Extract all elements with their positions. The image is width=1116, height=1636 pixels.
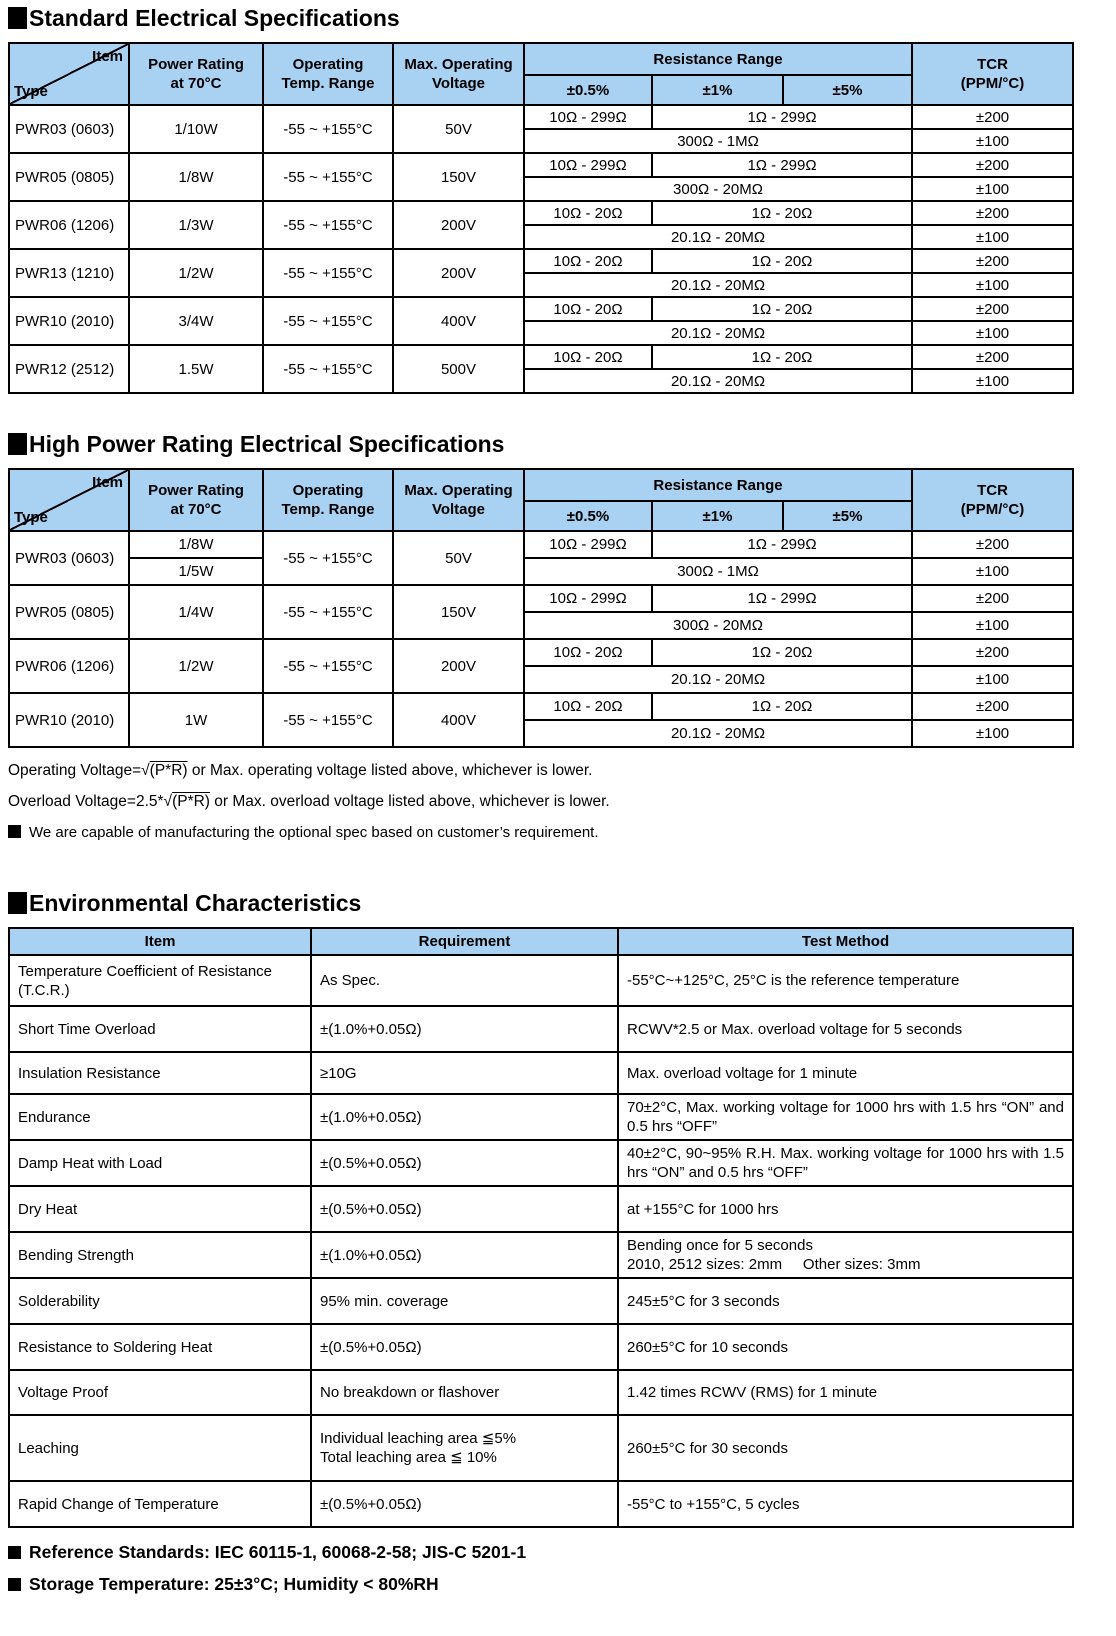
- voltage-cell: 400V: [393, 693, 524, 747]
- table-row: [9, 249, 1073, 273]
- tcr-cell: ±200: [912, 249, 1073, 273]
- table-row: [9, 1094, 1073, 1140]
- tcr-cell: ±100: [912, 666, 1073, 693]
- res-cell: 300Ω - 1MΩ: [524, 558, 912, 585]
- table-header-row: [9, 928, 1073, 955]
- res-cell: 20.1Ω - 20MΩ: [524, 666, 912, 693]
- tcr-cell: ±100: [912, 129, 1073, 153]
- footer-notes: [8, 1542, 1116, 1595]
- res-cell: 20.1Ω - 20MΩ: [524, 273, 912, 297]
- item-type-header-cell: [9, 469, 129, 531]
- footer-text: Reference Standards: IEC 60115-1, 60068-2-58; JIS-C 5201-1: [29, 1542, 527, 1562]
- table-row: [9, 1278, 1073, 1324]
- type-cell: PWR05 (0805): [9, 585, 129, 639]
- env-req-cell: ±(0.5%+0.05Ω): [311, 1324, 618, 1370]
- operating-voltage-note: [8, 762, 1116, 780]
- tcr-cell: ±200: [912, 105, 1073, 129]
- tcr-cell: ±200: [912, 639, 1073, 666]
- power-cell: 1/3W: [129, 201, 263, 249]
- env-req-cell: 95% min. coverage: [311, 1278, 618, 1324]
- env-method-cell: -55°C to +155°C, 5 cycles: [618, 1481, 1073, 1527]
- type-cell: PWR06 (1206): [9, 201, 129, 249]
- section-title-standard: [8, 4, 1116, 32]
- env-test-method-header: Test Method: [618, 928, 1073, 955]
- section-title-text: Standard Electrical Specifications: [29, 5, 400, 31]
- max-voltage-header: Max. Operating Voltage: [393, 469, 524, 531]
- tol-5-header: ±5%: [783, 75, 912, 105]
- tcr-cell: ±200: [912, 345, 1073, 369]
- table-row: [9, 297, 1073, 321]
- power-cell: 1.5W: [129, 345, 263, 393]
- table-row: [9, 345, 1073, 369]
- section-title-text: High Power Rating Electrical Specifications: [29, 431, 505, 457]
- res-cell: 300Ω - 20MΩ: [524, 612, 912, 639]
- res-cell: 1Ω - 299Ω: [652, 531, 912, 558]
- voltage-cell: 200V: [393, 249, 524, 297]
- power-cell: 1/8W: [129, 531, 263, 558]
- standard-spec-table: [8, 42, 1074, 394]
- env-method-cell: Max. overload voltage for 1 minute: [618, 1052, 1073, 1094]
- tcr-header: TCR (PPM/°C): [912, 469, 1073, 531]
- temp-cell: -55 ~ +155°C: [263, 297, 393, 345]
- power-cell: 1/4W: [129, 585, 263, 639]
- res-cell: 10Ω - 20Ω: [524, 297, 652, 321]
- env-req-cell: No breakdown or flashover: [311, 1370, 618, 1415]
- table-row: [9, 1370, 1073, 1415]
- voltage-cell: 200V: [393, 201, 524, 249]
- tcr-cell: ±100: [912, 321, 1073, 345]
- power-rating-header: Power Rating at 70°C: [129, 469, 263, 531]
- env-req-cell: ±(1.0%+0.05Ω): [311, 1232, 618, 1278]
- env-req-cell: As Spec.: [311, 955, 618, 1006]
- power-cell: 1/10W: [129, 105, 263, 153]
- res-cell: 10Ω - 299Ω: [524, 105, 652, 129]
- voltage-notes: [8, 762, 1116, 841]
- note-radicand: (P*R): [172, 793, 210, 810]
- env-method-cell: 70±2°C, Max. working voltage for 1000 hrs with 1.5 hrs “ON” and 0.5 hrs “OFF”: [618, 1094, 1073, 1140]
- tcr-cell: ±200: [912, 531, 1073, 558]
- voltage-cell: 50V: [393, 105, 524, 153]
- item-header-label: Item: [92, 474, 123, 491]
- type-cell: PWR13 (1210): [9, 249, 129, 297]
- env-method-cell: -55°C~+125°C, 25°C is the reference temperature: [618, 955, 1073, 1006]
- res-cell: 1Ω - 20Ω: [652, 297, 912, 321]
- res-cell: 1Ω - 20Ω: [652, 249, 912, 273]
- power-cell: 1/2W: [129, 249, 263, 297]
- storage-temperature-line: [8, 1574, 1116, 1595]
- tcr-cell: ±200: [912, 153, 1073, 177]
- temp-cell: -55 ~ +155°C: [263, 345, 393, 393]
- env-method-cell: 40±2°C, 90~95% R.H. Max. working voltage for 1000 hrs with 1.5 hrs “ON” and 0.5 hrs “OFF”: [618, 1140, 1073, 1186]
- section-title-text: Environmental Characteristics: [29, 890, 362, 916]
- env-requirement-header: Requirement: [311, 928, 618, 955]
- type-header-label: Type: [14, 509, 48, 526]
- env-req-cell: Individual leaching area ≦5% Total leaching area ≦ 10%: [311, 1415, 618, 1481]
- res-cell: 20.1Ω - 20MΩ: [524, 369, 912, 393]
- table-row: [9, 693, 1073, 720]
- overload-voltage-note: [8, 793, 1116, 811]
- env-method-cell: 260±5°C for 10 seconds: [618, 1324, 1073, 1370]
- power-cell: 1/8W: [129, 153, 263, 201]
- tcr-cell: ±100: [912, 558, 1073, 585]
- temp-range-header: Operating Temp. Range: [263, 469, 393, 531]
- type-cell: PWR03 (0603): [9, 105, 129, 153]
- tol-5-header: ±5%: [783, 501, 912, 531]
- voltage-cell: 50V: [393, 531, 524, 585]
- res-cell: 1Ω - 20Ω: [652, 201, 912, 225]
- env-item-cell: Endurance: [9, 1094, 311, 1140]
- table-header-row: [9, 469, 1073, 501]
- env-item-cell: Bending Strength: [9, 1232, 311, 1278]
- section-title-high-power: [8, 430, 1116, 458]
- power-cell: 3/4W: [129, 297, 263, 345]
- voltage-cell: 150V: [393, 153, 524, 201]
- temp-cell: -55 ~ +155°C: [263, 153, 393, 201]
- env-method-cell: at +155°C for 1000 hrs: [618, 1186, 1073, 1232]
- note-text: Overload Voltage=2.5*: [8, 793, 164, 810]
- tol-05-header: ±0.5%: [524, 501, 652, 531]
- type-cell: PWR03 (0603): [9, 531, 129, 585]
- tcr-cell: ±200: [912, 693, 1073, 720]
- tcr-cell: ±100: [912, 225, 1073, 249]
- voltage-cell: 400V: [393, 297, 524, 345]
- res-cell: 20.1Ω - 20MΩ: [524, 321, 912, 345]
- res-cell: 10Ω - 20Ω: [524, 345, 652, 369]
- res-cell: 10Ω - 20Ω: [524, 639, 652, 666]
- item-header-label: Item: [92, 48, 123, 65]
- voltage-cell: 200V: [393, 639, 524, 693]
- power-cell: 1W: [129, 693, 263, 747]
- note-text: Operating Voltage=: [8, 762, 142, 779]
- res-cell: 1Ω - 299Ω: [652, 153, 912, 177]
- type-cell: PWR06 (1206): [9, 639, 129, 693]
- temp-cell: -55 ~ +155°C: [263, 693, 393, 747]
- tol-1-header: ±1%: [652, 501, 783, 531]
- reference-standards-line: [8, 1542, 1116, 1563]
- env-req-cell: ±(1.0%+0.05Ω): [311, 1094, 618, 1140]
- max-voltage-header: Max. Operating Voltage: [393, 43, 524, 105]
- table-row: [9, 1140, 1073, 1186]
- note-text: We are capable of manufacturing the optional spec based on customer’s requirement.: [29, 824, 599, 841]
- sqrt-symbol: √: [141, 762, 150, 779]
- table-row: [9, 585, 1073, 612]
- table-header-row: [9, 43, 1073, 75]
- bullet-icon: [8, 1578, 21, 1591]
- env-req-cell: ±(0.5%+0.05Ω): [311, 1186, 618, 1232]
- type-cell: PWR10 (2010): [9, 297, 129, 345]
- table-row: [9, 1232, 1073, 1278]
- type-cell: PWR10 (2010): [9, 693, 129, 747]
- env-item-header: Item: [9, 928, 311, 955]
- resistance-range-header: Resistance Range: [524, 469, 912, 501]
- section-bullet-icon: [8, 892, 27, 914]
- env-item-cell: Rapid Change of Temperature: [9, 1481, 311, 1527]
- temp-cell: -55 ~ +155°C: [263, 201, 393, 249]
- table-row: [9, 955, 1073, 1006]
- power-cell: 1/5W: [129, 558, 263, 585]
- res-cell: 10Ω - 20Ω: [524, 249, 652, 273]
- env-req-cell: ≥10G: [311, 1052, 618, 1094]
- section-title-environmental: [8, 889, 1116, 917]
- table-row: [9, 531, 1073, 558]
- table-row: [9, 1415, 1073, 1481]
- note-radicand: (P*R): [149, 762, 188, 779]
- section-bullet-icon: [8, 433, 27, 455]
- res-cell: 300Ω - 1MΩ: [524, 129, 912, 153]
- res-cell: 10Ω - 299Ω: [524, 585, 652, 612]
- voltage-cell: 500V: [393, 345, 524, 393]
- temp-cell: -55 ~ +155°C: [263, 585, 393, 639]
- bullet-icon: [8, 1546, 21, 1559]
- res-cell: 1Ω - 299Ω: [652, 585, 912, 612]
- res-cell: 10Ω - 299Ω: [524, 153, 652, 177]
- tcr-header: TCR (PPM/°C): [912, 43, 1073, 105]
- env-item-cell: Leaching: [9, 1415, 311, 1481]
- temp-cell: -55 ~ +155°C: [263, 639, 393, 693]
- env-item-cell: Resistance to Soldering Heat: [9, 1324, 311, 1370]
- res-cell: 20.1Ω - 20MΩ: [524, 720, 912, 747]
- res-cell: 1Ω - 20Ω: [652, 639, 912, 666]
- type-header-label: Type: [14, 83, 48, 100]
- tcr-cell: ±100: [912, 612, 1073, 639]
- tcr-cell: ±100: [912, 720, 1073, 747]
- tcr-cell: ±200: [912, 297, 1073, 321]
- res-cell: 1Ω - 20Ω: [652, 345, 912, 369]
- tcr-cell: ±200: [912, 585, 1073, 612]
- env-item-cell: Short Time Overload: [9, 1006, 311, 1052]
- res-cell: 1Ω - 299Ω: [652, 105, 912, 129]
- res-cell: 20.1Ω - 20MΩ: [524, 225, 912, 249]
- res-cell: 10Ω - 299Ω: [524, 531, 652, 558]
- optional-spec-note: [8, 824, 1116, 841]
- environmental-table: [8, 927, 1074, 1528]
- section-bullet-icon: [8, 7, 27, 29]
- table-row: [9, 105, 1073, 129]
- bullet-icon: [8, 825, 21, 838]
- temp-cell: -55 ~ +155°C: [263, 531, 393, 585]
- table-row: [9, 201, 1073, 225]
- env-req-cell: ±(1.0%+0.05Ω): [311, 1006, 618, 1052]
- res-cell: 300Ω - 20MΩ: [524, 177, 912, 201]
- table-row: [9, 558, 1073, 585]
- note-text: or Max. operating voltage listed above, whichever is lower.: [187, 762, 593, 779]
- resistance-range-header: Resistance Range: [524, 43, 912, 75]
- table-row: [9, 1052, 1073, 1094]
- env-item-cell: Damp Heat with Load: [9, 1140, 311, 1186]
- env-method-cell: 245±5°C for 3 seconds: [618, 1278, 1073, 1324]
- env-method-cell: 260±5°C for 30 seconds: [618, 1415, 1073, 1481]
- env-item-cell: Temperature Coefficient of Resistance (T.C.R.): [9, 955, 311, 1006]
- tol-05-header: ±0.5%: [524, 75, 652, 105]
- table-row: [9, 1481, 1073, 1527]
- table-row: [9, 639, 1073, 666]
- type-cell: PWR12 (2512): [9, 345, 129, 393]
- tcr-cell: ±100: [912, 369, 1073, 393]
- voltage-cell: 150V: [393, 585, 524, 639]
- tcr-cell: ±100: [912, 177, 1073, 201]
- res-cell: 10Ω - 20Ω: [524, 693, 652, 720]
- table-row: [9, 1186, 1073, 1232]
- tol-1-header: ±1%: [652, 75, 783, 105]
- res-cell: 10Ω - 20Ω: [524, 201, 652, 225]
- env-method-cell: RCWV*2.5 or Max. overload voltage for 5 seconds: [618, 1006, 1073, 1052]
- footer-text: Storage Temperature: 25±3°C; Humidity < 80%RH: [29, 1574, 439, 1594]
- power-cell: 1/2W: [129, 639, 263, 693]
- temp-cell: -55 ~ +155°C: [263, 249, 393, 297]
- table-row: [9, 1324, 1073, 1370]
- env-item-cell: Voltage Proof: [9, 1370, 311, 1415]
- env-req-cell: ±(0.5%+0.05Ω): [311, 1140, 618, 1186]
- env-item-cell: Insulation Resistance: [9, 1052, 311, 1094]
- temp-cell: -55 ~ +155°C: [263, 105, 393, 153]
- env-req-cell: ±(0.5%+0.05Ω): [311, 1481, 618, 1527]
- temp-range-header: Operating Temp. Range: [263, 43, 393, 105]
- sqrt-symbol: √: [163, 793, 173, 810]
- env-item-cell: Dry Heat: [9, 1186, 311, 1232]
- tcr-cell: ±100: [912, 273, 1073, 297]
- env-item-cell: Solderability: [9, 1278, 311, 1324]
- env-method-cell: Bending once for 5 seconds 2010, 2512 sizes: 2mm Other sizes: 3mm: [618, 1232, 1073, 1278]
- env-method-cell: 1.42 times RCWV (RMS) for 1 minute: [618, 1370, 1073, 1415]
- tcr-cell: ±200: [912, 201, 1073, 225]
- note-text: or Max. overload voltage listed above, whichever is lower.: [209, 793, 610, 810]
- power-rating-header: Power Rating at 70°C: [129, 43, 263, 105]
- high-power-spec-table: [8, 468, 1074, 748]
- table-row: [9, 153, 1073, 177]
- type-cell: PWR05 (0805): [9, 153, 129, 201]
- res-cell: 1Ω - 20Ω: [652, 693, 912, 720]
- table-row: [9, 1006, 1073, 1052]
- item-type-header-cell: [9, 43, 129, 105]
